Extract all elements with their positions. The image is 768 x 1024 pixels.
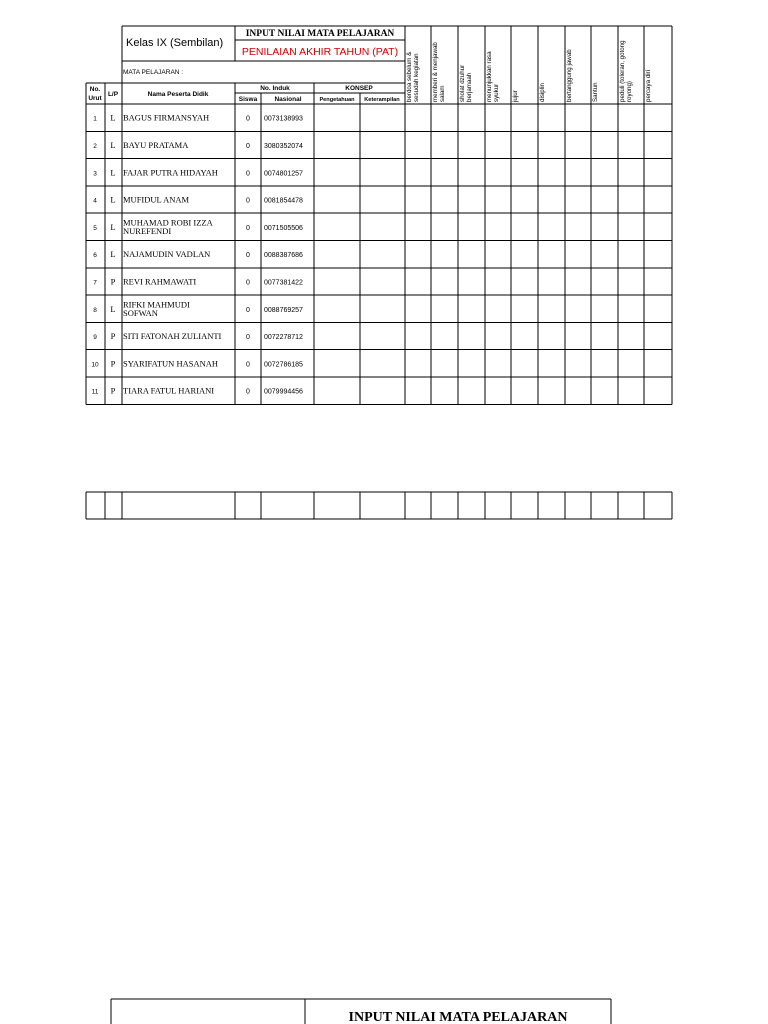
score-cell[interactable] bbox=[592, 269, 617, 294]
score-cell[interactable] bbox=[315, 187, 359, 212]
score-cell[interactable] bbox=[486, 296, 510, 321]
score-cell[interactable] bbox=[361, 323, 404, 348]
row-number: 7 bbox=[93, 279, 97, 287]
score-cell[interactable] bbox=[592, 214, 617, 239]
row-gender: L bbox=[110, 221, 116, 232]
attitude-header-9: percaya diri bbox=[645, 70, 652, 102]
score-cell[interactable] bbox=[406, 105, 430, 130]
score-cell[interactable] bbox=[512, 269, 537, 294]
student-name: REVI RAHMAWATI bbox=[123, 276, 197, 287]
score-cell[interactable] bbox=[592, 323, 617, 348]
score-cell[interactable] bbox=[315, 214, 359, 239]
student-name: SITI FATONAH ZULIANTI bbox=[123, 331, 222, 342]
score-cell[interactable] bbox=[361, 187, 404, 212]
row-number: 3 bbox=[93, 170, 97, 178]
score-cell[interactable] bbox=[566, 160, 590, 185]
subject-label: MATA PELAJARAN : bbox=[123, 69, 184, 76]
attitude-header-0: berdoa sebelum &sesudah kegiatan bbox=[406, 51, 420, 102]
score-cell[interactable] bbox=[459, 132, 484, 157]
no-urut-label: Urut bbox=[88, 95, 102, 102]
score-cell[interactable] bbox=[486, 214, 510, 239]
attitude-header-1: memberi & menjawabsalam bbox=[432, 42, 446, 102]
score-cell[interactable] bbox=[512, 160, 537, 185]
table-row bbox=[93, 160, 671, 185]
score-cell[interactable] bbox=[315, 378, 359, 403]
score-cell[interactable] bbox=[592, 296, 617, 321]
score-cell[interactable] bbox=[512, 214, 537, 239]
row-number: 2 bbox=[93, 142, 97, 150]
attitude-header-6: bertanggung jawab bbox=[566, 49, 573, 102]
score-cell[interactable] bbox=[619, 351, 643, 376]
score-cell[interactable] bbox=[592, 351, 617, 376]
score-cell[interactable] bbox=[566, 351, 590, 376]
score-cell[interactable] bbox=[566, 378, 590, 403]
score-cell[interactable] bbox=[459, 105, 484, 130]
score-cell[interactable] bbox=[361, 132, 404, 157]
score-cell[interactable] bbox=[566, 132, 590, 157]
score-cell[interactable] bbox=[592, 242, 617, 267]
score-cell[interactable] bbox=[406, 214, 430, 239]
table-row bbox=[93, 269, 671, 294]
student-siswa-id: 0 bbox=[246, 361, 250, 369]
score-cell[interactable] bbox=[539, 105, 564, 130]
score-cell[interactable] bbox=[361, 378, 404, 403]
student-siswa-id: 0 bbox=[246, 170, 250, 178]
score-cell[interactable] bbox=[539, 351, 564, 376]
column-headers bbox=[88, 85, 400, 103]
row-gender: L bbox=[110, 249, 116, 260]
score-cell[interactable] bbox=[459, 323, 484, 348]
table-row bbox=[92, 378, 671, 403]
score-cell[interactable] bbox=[512, 132, 537, 157]
score-cell[interactable] bbox=[512, 187, 537, 212]
student-siswa-id: 0 bbox=[246, 252, 250, 260]
score-cell[interactable] bbox=[619, 323, 643, 348]
row-gender: P bbox=[110, 358, 116, 369]
attitude-header-7: Santun bbox=[592, 82, 599, 102]
score-cell[interactable] bbox=[645, 269, 671, 294]
score-cell[interactable] bbox=[566, 242, 590, 267]
score-cell[interactable] bbox=[406, 351, 430, 376]
score-cell[interactable] bbox=[619, 214, 643, 239]
student-siswa-id: 0 bbox=[246, 142, 250, 150]
score-cell[interactable] bbox=[459, 269, 484, 294]
footer-title: INPUT NILAI MATA PELAJARAN bbox=[348, 1010, 568, 1024]
score-cell[interactable] bbox=[406, 378, 430, 403]
table-row bbox=[93, 105, 671, 130]
no-urut-label: No. bbox=[89, 86, 101, 93]
konsep-label: KONSEP bbox=[345, 85, 373, 92]
student-siswa-id: 0 bbox=[246, 306, 250, 314]
score-cell[interactable] bbox=[566, 105, 590, 130]
score-cell[interactable] bbox=[361, 160, 404, 185]
score-cell[interactable] bbox=[645, 160, 671, 185]
pat-title: PENILAIAN AKHIR TAHUN (PAT) bbox=[241, 46, 399, 58]
score-cell[interactable] bbox=[486, 323, 510, 348]
score-cell[interactable] bbox=[539, 187, 564, 212]
score-cell[interactable] bbox=[592, 105, 617, 130]
table-row bbox=[93, 296, 671, 321]
score-cell[interactable] bbox=[619, 296, 643, 321]
row-gender: L bbox=[110, 139, 116, 150]
lp-label: L/P bbox=[107, 91, 119, 98]
score-cell[interactable] bbox=[432, 160, 457, 185]
student-name: TIARA FATUL HARIANI bbox=[123, 385, 215, 396]
student-nasional-id: 0073138993 bbox=[264, 115, 303, 123]
keterampilan-label: Keterampilan bbox=[364, 97, 400, 103]
score-cell[interactable] bbox=[512, 323, 537, 348]
student-nasional-id: 0081854478 bbox=[264, 197, 303, 205]
student-table bbox=[91, 105, 671, 403]
student-nasional-id: 0088387686 bbox=[264, 252, 303, 260]
row-number: 4 bbox=[93, 197, 97, 205]
score-cell[interactable] bbox=[361, 296, 404, 321]
score-cell[interactable] bbox=[645, 105, 671, 130]
student-name: MUFIDUL ANAM bbox=[123, 194, 190, 205]
score-cell[interactable] bbox=[432, 351, 457, 376]
score-cell[interactable] bbox=[566, 214, 590, 239]
student-nasional-id: 0074801257 bbox=[264, 170, 303, 178]
score-cell[interactable] bbox=[459, 378, 484, 403]
student-name: NAJAMUDIN VADLAN bbox=[123, 249, 211, 260]
score-cell[interactable] bbox=[486, 378, 510, 403]
score-cell[interactable] bbox=[486, 187, 510, 212]
student-siswa-id: 0 bbox=[246, 224, 250, 232]
student-name: FAJAR PUTRA HIDAYAH bbox=[123, 167, 218, 178]
score-cell[interactable] bbox=[432, 242, 457, 267]
student-nasional-id: 3080352074 bbox=[264, 142, 303, 150]
score-cell[interactable] bbox=[315, 160, 359, 185]
score-cell[interactable] bbox=[432, 269, 457, 294]
table-row bbox=[91, 351, 671, 376]
score-cell[interactable] bbox=[539, 296, 564, 321]
student-name: SYARIFATUN HASANAH bbox=[123, 358, 219, 369]
no-induk-label: No. Induk bbox=[260, 85, 290, 92]
score-cell[interactable] bbox=[539, 323, 564, 348]
attitude-header-3: menunjukkan rasasyukur bbox=[486, 51, 500, 102]
score-cell[interactable] bbox=[512, 378, 537, 403]
name-column-label: Nama Peserta Didik bbox=[147, 91, 209, 98]
student-siswa-id: 0 bbox=[246, 388, 250, 396]
score-cell[interactable] bbox=[315, 296, 359, 321]
score-cell[interactable] bbox=[361, 105, 404, 130]
score-cell[interactable] bbox=[406, 269, 430, 294]
siswa-label: Siswa bbox=[238, 96, 258, 103]
row-number: 8 bbox=[93, 306, 97, 314]
table-row bbox=[93, 132, 671, 157]
score-cell[interactable] bbox=[539, 378, 564, 403]
score-cell[interactable] bbox=[592, 378, 617, 403]
row-number: 11 bbox=[91, 388, 99, 396]
score-cell[interactable] bbox=[645, 214, 671, 239]
attitude-header-5: disiplin bbox=[539, 83, 546, 102]
row-number: 10 bbox=[91, 361, 99, 369]
score-cell[interactable] bbox=[512, 351, 537, 376]
student-name: RIFKI MAHMUDI SOFWAN bbox=[123, 299, 190, 318]
student-siswa-id: 0 bbox=[246, 197, 250, 205]
score-cell[interactable] bbox=[459, 214, 484, 239]
empty-row bbox=[86, 492, 672, 519]
table-row bbox=[93, 187, 671, 212]
class-label: Kelas IX (Sembilan) bbox=[126, 37, 224, 49]
input-title: INPUT NILAI MATA PELAJARAN bbox=[245, 29, 395, 39]
score-cell[interactable] bbox=[486, 269, 510, 294]
score-cell[interactable] bbox=[486, 132, 510, 157]
student-nasional-id: 0088769257 bbox=[264, 306, 303, 314]
score-cell[interactable] bbox=[619, 105, 643, 130]
table-row bbox=[93, 214, 671, 239]
score-cell[interactable] bbox=[432, 187, 457, 212]
student-siswa-id: 0 bbox=[246, 115, 250, 123]
score-cell[interactable] bbox=[432, 132, 457, 157]
score-cell[interactable] bbox=[645, 242, 671, 267]
score-cell[interactable] bbox=[512, 242, 537, 267]
score-cell[interactable] bbox=[645, 187, 671, 212]
score-cell[interactable] bbox=[566, 323, 590, 348]
score-cell[interactable] bbox=[619, 242, 643, 267]
attitude-headers bbox=[406, 40, 652, 103]
score-cell[interactable] bbox=[592, 187, 617, 212]
score-cell[interactable] bbox=[315, 323, 359, 348]
score-cell[interactable] bbox=[486, 242, 510, 267]
score-cell[interactable] bbox=[315, 105, 359, 130]
header-block bbox=[122, 26, 405, 83]
score-cell[interactable] bbox=[432, 323, 457, 348]
score-cell[interactable] bbox=[315, 269, 359, 294]
nasional-label: Nasional bbox=[274, 96, 302, 103]
score-cell[interactable] bbox=[539, 214, 564, 239]
attitude-header-4: jujur bbox=[512, 90, 519, 102]
score-cell[interactable] bbox=[619, 160, 643, 185]
score-cell[interactable] bbox=[361, 242, 404, 267]
score-cell[interactable] bbox=[406, 160, 430, 185]
score-cell[interactable] bbox=[566, 296, 590, 321]
attitude-header-8: peduli (toleran, gotongroyong) bbox=[619, 40, 633, 102]
attitude-header-2: sholat dzuhurberjamaah bbox=[459, 64, 473, 102]
student-siswa-id: 0 bbox=[246, 334, 250, 342]
score-cell[interactable] bbox=[432, 296, 457, 321]
score-cell[interactable] bbox=[566, 269, 590, 294]
row-gender: L bbox=[110, 112, 116, 123]
score-cell[interactable] bbox=[361, 351, 404, 376]
row-gender: L bbox=[110, 303, 116, 314]
score-cell[interactable] bbox=[406, 132, 430, 157]
pengetahuan-label: Pengetahuan bbox=[319, 97, 355, 103]
score-cell[interactable] bbox=[406, 242, 430, 267]
score-cell[interactable] bbox=[432, 378, 457, 403]
student-nasional-id: 0079994456 bbox=[264, 388, 303, 396]
row-gender: P bbox=[110, 385, 116, 396]
score-cell[interactable] bbox=[619, 378, 643, 403]
score-cell[interactable] bbox=[315, 351, 359, 376]
table-row bbox=[93, 242, 671, 267]
score-cell[interactable] bbox=[459, 187, 484, 212]
score-cell[interactable] bbox=[645, 296, 671, 321]
score-cell[interactable] bbox=[406, 296, 430, 321]
score-cell[interactable] bbox=[645, 351, 671, 376]
score-cell[interactable] bbox=[486, 105, 510, 130]
row-gender: P bbox=[110, 276, 116, 287]
score-cell[interactable] bbox=[619, 269, 643, 294]
table-row bbox=[93, 323, 671, 348]
row-gender: L bbox=[110, 167, 116, 178]
row-number: 5 bbox=[93, 224, 97, 232]
footer-block bbox=[111, 999, 611, 1024]
student-nasional-id: 0072278712 bbox=[264, 334, 303, 342]
score-cell[interactable] bbox=[361, 214, 404, 239]
score-cell[interactable] bbox=[566, 187, 590, 212]
score-cell[interactable] bbox=[645, 378, 671, 403]
score-cell[interactable] bbox=[459, 242, 484, 267]
score-cell[interactable] bbox=[645, 323, 671, 348]
score-cell[interactable] bbox=[459, 351, 484, 376]
student-name: BAYU PRATAMA bbox=[123, 139, 189, 150]
row-gender: L bbox=[110, 194, 116, 205]
student-nasional-id: 0072786185 bbox=[264, 361, 303, 369]
score-cell[interactable] bbox=[539, 242, 564, 267]
score-cell[interactable] bbox=[486, 351, 510, 376]
score-cell[interactable] bbox=[432, 214, 457, 239]
student-name: BAGUS FIRMANSYAH bbox=[123, 112, 210, 123]
score-cell[interactable] bbox=[315, 132, 359, 157]
score-cell[interactable] bbox=[539, 132, 564, 157]
score-cell[interactable] bbox=[619, 187, 643, 212]
score-cell[interactable] bbox=[512, 105, 537, 130]
score-cell[interactable] bbox=[486, 160, 510, 185]
row-gender: P bbox=[110, 331, 116, 342]
score-cell[interactable] bbox=[512, 296, 537, 321]
score-cell[interactable] bbox=[459, 160, 484, 185]
score-cell[interactable] bbox=[432, 105, 457, 130]
score-cell[interactable] bbox=[592, 160, 617, 185]
student-nasional-id: 0071505506 bbox=[264, 224, 303, 232]
score-cell[interactable] bbox=[592, 132, 617, 157]
student-nasional-id: 0077381422 bbox=[264, 279, 303, 287]
score-cell[interactable] bbox=[539, 269, 564, 294]
row-number: 9 bbox=[93, 334, 97, 342]
row-number: 6 bbox=[93, 252, 97, 260]
row-number: 1 bbox=[93, 115, 97, 123]
score-cell[interactable] bbox=[406, 323, 430, 348]
score-cell[interactable] bbox=[406, 187, 430, 212]
student-name: MUHAMAD ROBI IZZA NUREFENDI bbox=[123, 217, 213, 236]
student-siswa-id: 0 bbox=[246, 279, 250, 287]
score-cell[interactable] bbox=[315, 242, 359, 267]
score-cell[interactable] bbox=[361, 269, 404, 294]
score-cell[interactable] bbox=[645, 132, 671, 157]
score-cell[interactable] bbox=[619, 132, 643, 157]
score-cell[interactable] bbox=[539, 160, 564, 185]
score-cell[interactable] bbox=[459, 296, 484, 321]
